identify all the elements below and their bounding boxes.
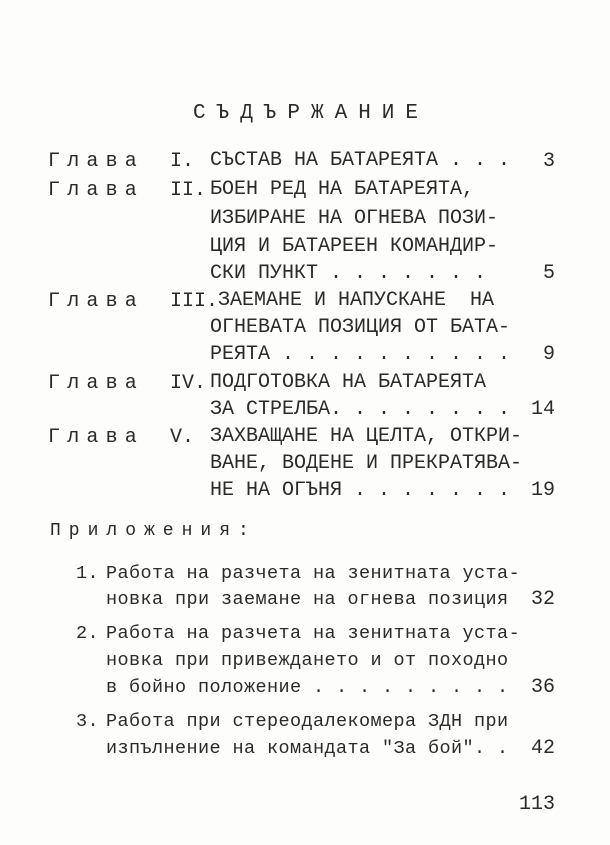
chapter-title-line: ОГНЕВАТА ПОЗИЦИЯ ОТ БАТА-	[210, 316, 511, 339]
appendix-page: 32	[530, 588, 555, 611]
chapter-title-line: ЗАЕМАНЕ И НАПУСКАНЕ НА	[218, 289, 495, 312]
appendix-number: 1.	[76, 563, 100, 584]
chapter-title-line: СКИ ПУНКТ . . . . . . .	[210, 262, 487, 285]
appendix-page: 42	[530, 737, 555, 760]
chapter-title-line: БОЕН РЕД НА БАТАРЕЯТА,	[210, 178, 475, 201]
chapter-title-line: ЦИЯ И БАТАРЕЕН КОМАНДИР-	[210, 235, 499, 258]
page-title: СЪДЪРЖАНИЕ	[192, 102, 430, 125]
page-number: 113	[518, 793, 555, 816]
chapter-page: 5	[542, 262, 555, 285]
chapter-label: Глава	[48, 426, 145, 449]
chapter-title-line: ВАНЕ, ВОДЕНЕ И ПРЕКРАТЯВА-	[210, 452, 523, 475]
appendix-title-line: новка при привеждането и от походно	[106, 650, 509, 671]
chapter-number: IV.	[170, 372, 207, 395]
chapter-page: 3	[542, 150, 555, 173]
appendix-title-line: Работа на разчета на зенитната уста-	[106, 623, 521, 644]
appendices-heading: Приложения:	[50, 521, 257, 541]
appendix-title-line: Работа при стереодалекомера ЗДН при	[106, 711, 509, 732]
chapter-label: Глава	[48, 290, 145, 313]
appendix-title-line: Работа на разчета на зенитната уста-	[106, 563, 521, 584]
chapter-page: 19	[530, 479, 555, 502]
chapter-title-line: ЗАХВАЩАНЕ НА ЦЕЛТА, ОТКРИ-	[210, 425, 523, 448]
chapter-title-line: НЕ НА ОГЪНЯ . . . . . . .	[210, 479, 511, 502]
appendix-page: 36	[530, 676, 555, 699]
appendix-title-line: новка при заемане на огнева позиция	[106, 589, 509, 610]
chapter-title-line: РЕЯТА . . . . . . . . . .	[210, 343, 511, 366]
chapter-page: 14	[530, 398, 555, 421]
chapter-number: II.	[170, 179, 207, 202]
chapter-page: 9	[542, 343, 555, 366]
chapter-label: Глава	[48, 150, 145, 173]
appendix-title-line: изпълнение на командата "За бой". .	[106, 738, 509, 759]
appendix-number: 3.	[76, 711, 100, 732]
chapter-label: Глава	[48, 372, 145, 395]
chapter-number: V.	[170, 426, 195, 449]
chapter-title-line: ИЗБИРАНЕ НА ОГНЕВА ПОЗИ-	[210, 207, 499, 230]
chapter-number: III.	[170, 290, 219, 313]
chapter-number: I.	[170, 150, 195, 173]
chapter-title-line: ЗА СТРЕЛБА. . . . . . . .	[210, 398, 511, 421]
chapter-title-line: ПОДГОТОВКА НА БАТАРЕЯТА	[210, 371, 487, 394]
appendix-number: 2.	[76, 623, 100, 644]
appendix-title-line: в бойно положение . . . . . . . . .	[106, 677, 509, 698]
chapter-title-line: СЪСТАВ НА БАТАРЕЯТА . . .	[210, 149, 511, 172]
chapter-label: Глава	[48, 179, 145, 202]
